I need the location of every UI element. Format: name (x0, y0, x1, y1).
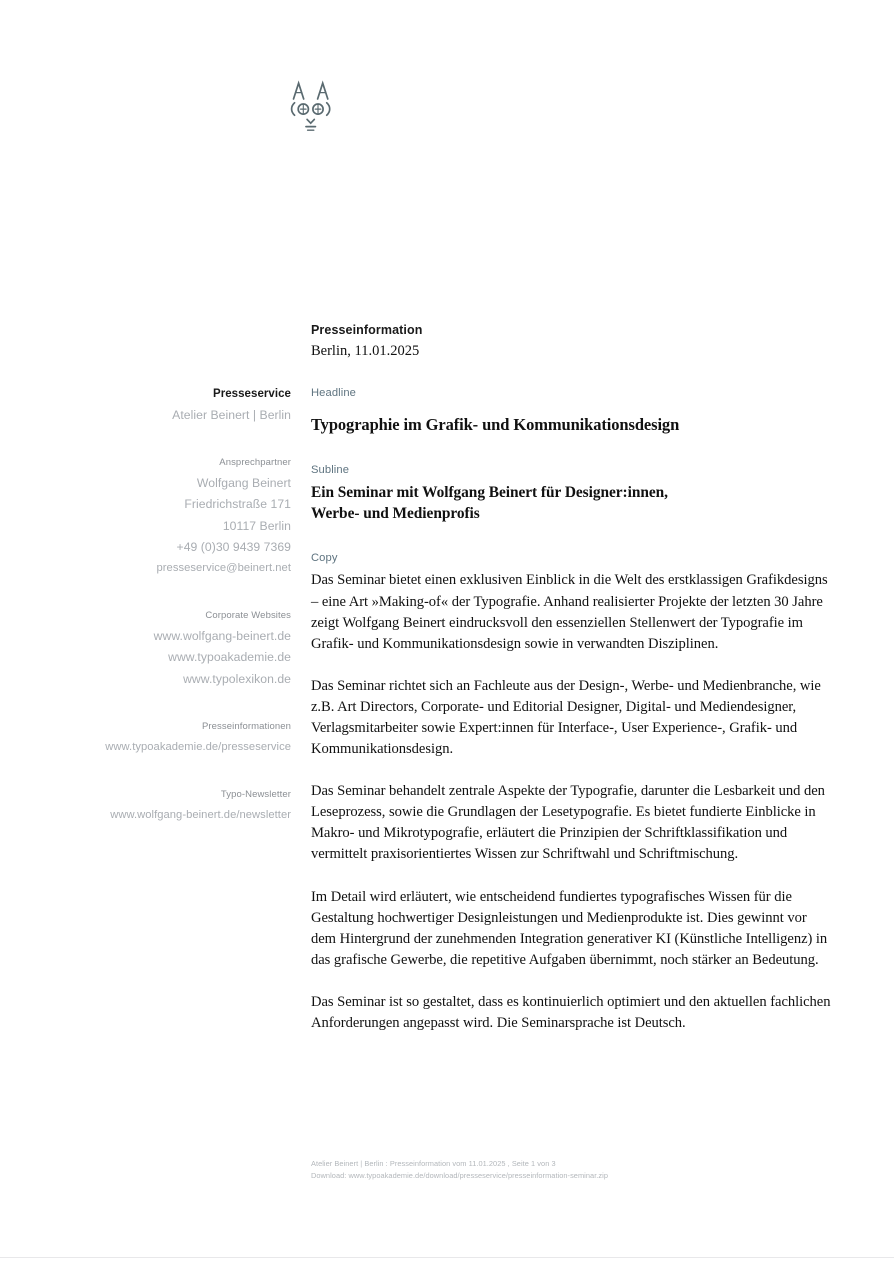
subline-section (311, 461, 831, 524)
copy-paragraph: Das Seminar bietet einen exklusiven Einblick in die Welt des erstklassigen Grafikdesigns – eine Art »Making-of« der Typografie. Anhand realisierter Projekte der letzten 30 Jahre zeigt Wolfgang Beinert eindrucksvoll den essenziellen Stellenwert der Typografie im Grafik- und Kommunikationsdesign sowie in verwandten Disziplinen. (311, 572, 828, 652)
sidebar-block-typo-newsletter (40, 784, 291, 826)
copy-paragraph: Im Detail wird erläutert, wie entscheidend fundiertes typografisches Wissen für die Gestaltung hochwertiger Designleistungen und Medienprodukte ist. Dies gewinnt vor dem Hintergrund der zunehmenden Integration generativer KI (Künstliche Intelligenz) in das grafische Gewerbe, die repetitive Aufgaben übernimmt, noch stärker an Bedeutung. (311, 888, 828, 968)
sidebar-link-typolexikon[interactable]: www.typolexikon.de (183, 671, 291, 686)
sidebar-block-ansprechpartner (40, 452, 291, 579)
sidebar-contact-name: Wolfgang Beinert (196, 476, 291, 491)
copy-paragraph: Das Seminar behandelt zentrale Aspekte der Typografie, darunter die Lesbarkeit und den Leseprozess, sowie die Grundlagen der Lesetypografie. Es bietet fundierte Einblicke in Makro- und Mikrotypografie, erläutert die Prinzipien der Schriftklassifikation und vermittelt praxisorientiertes Wissen zur Schriftwahl und Schriftmischung. (311, 783, 825, 863)
document-place-date: Berlin, 11.01.2025 (311, 342, 420, 359)
footer-source-line: Atelier Beinert | Berlin : Presseinformation vom 11.01.2025 , Seite 1 von 3 (311, 1159, 556, 1168)
sidebar-line: Atelier Beinert | Berlin (172, 408, 291, 422)
sidebar-block-caption: Presseinformationen (201, 720, 291, 732)
sidebar-link-presseservice[interactable]: www.typoakademie.de/presseservice (105, 740, 291, 753)
copy-label: Copy (311, 552, 338, 565)
sidebar-block-caption: Typo-Newsletter (220, 789, 291, 801)
sidebar-block-presseinformationen (40, 716, 291, 758)
sidebar-block-caption: Corporate Websites (205, 610, 291, 622)
sidebar-link-newsletter[interactable]: www.wolfgang-beinert.de/newsletter (110, 809, 291, 822)
copy-paragraph: Das Seminar richtet sich an Fachleute aus der Design-, Werbe- und Medienbranche, wie z.B. Art Directors, Corporate- und Editorial Designer, Digital- und Mediendesigner, Verlagsmitarbeiter sowie Expert:innen für Interface-, User Experience-, Grafik- und Kommunikationsdesign. (311, 677, 821, 758)
sidebar-block-title: Presseservice (212, 388, 291, 400)
sidebar-contact-email[interactable]: presseservice@beinert.net (156, 562, 291, 575)
copy-section (311, 549, 831, 1034)
headline-section (311, 384, 831, 436)
sidebar-contact-phone[interactable]: +49 (0)30 9439 7369 (176, 539, 291, 554)
sidebar-contact-street: Friedrichstraße 171 (184, 497, 291, 512)
footer-download-line[interactable]: Download: www.typoakademie.de/download/presseservice/presseinformation-seminar.zip (311, 1171, 608, 1181)
atelier-beinert-cat-logo-icon (286, 80, 336, 134)
press-release-body (311, 384, 831, 1034)
subline-line-2: Werbe- und Medienprofis (311, 505, 480, 523)
copy-paragraph: Das Seminar ist so gestaltet, dass es kontinuierlich optimiert und den aktuellen fachlichen Anforderungen angepasst wird. Die Seminarsprache ist Deutsch. (311, 993, 831, 1032)
headline-text: Typographie im Grafik- und Kommunikationsdesign (311, 415, 680, 435)
sidebar-block-corporate-websites (40, 605, 291, 690)
headline-label: Headline (311, 387, 356, 399)
sidebar-block-presseservice (40, 384, 291, 426)
subline-label: Subline (311, 464, 350, 477)
contact-sidebar (40, 384, 291, 826)
sidebar-link-wolfgang-beinert[interactable]: www.wolfgang-beinert.de (153, 629, 291, 644)
document-kind-label: Presseinformation (311, 323, 423, 337)
sidebar-block-caption: Ansprechpartner (219, 457, 291, 469)
subline-line-1: Ein Seminar mit Wolfgang Beinert für Designer:innen, (311, 484, 668, 502)
sidebar-link-typoakademie[interactable]: www.typoakademie.de (168, 650, 291, 665)
page-footer (311, 1158, 851, 1183)
document-head (311, 320, 831, 361)
sidebar-contact-city: 10117 Berlin (222, 518, 291, 533)
